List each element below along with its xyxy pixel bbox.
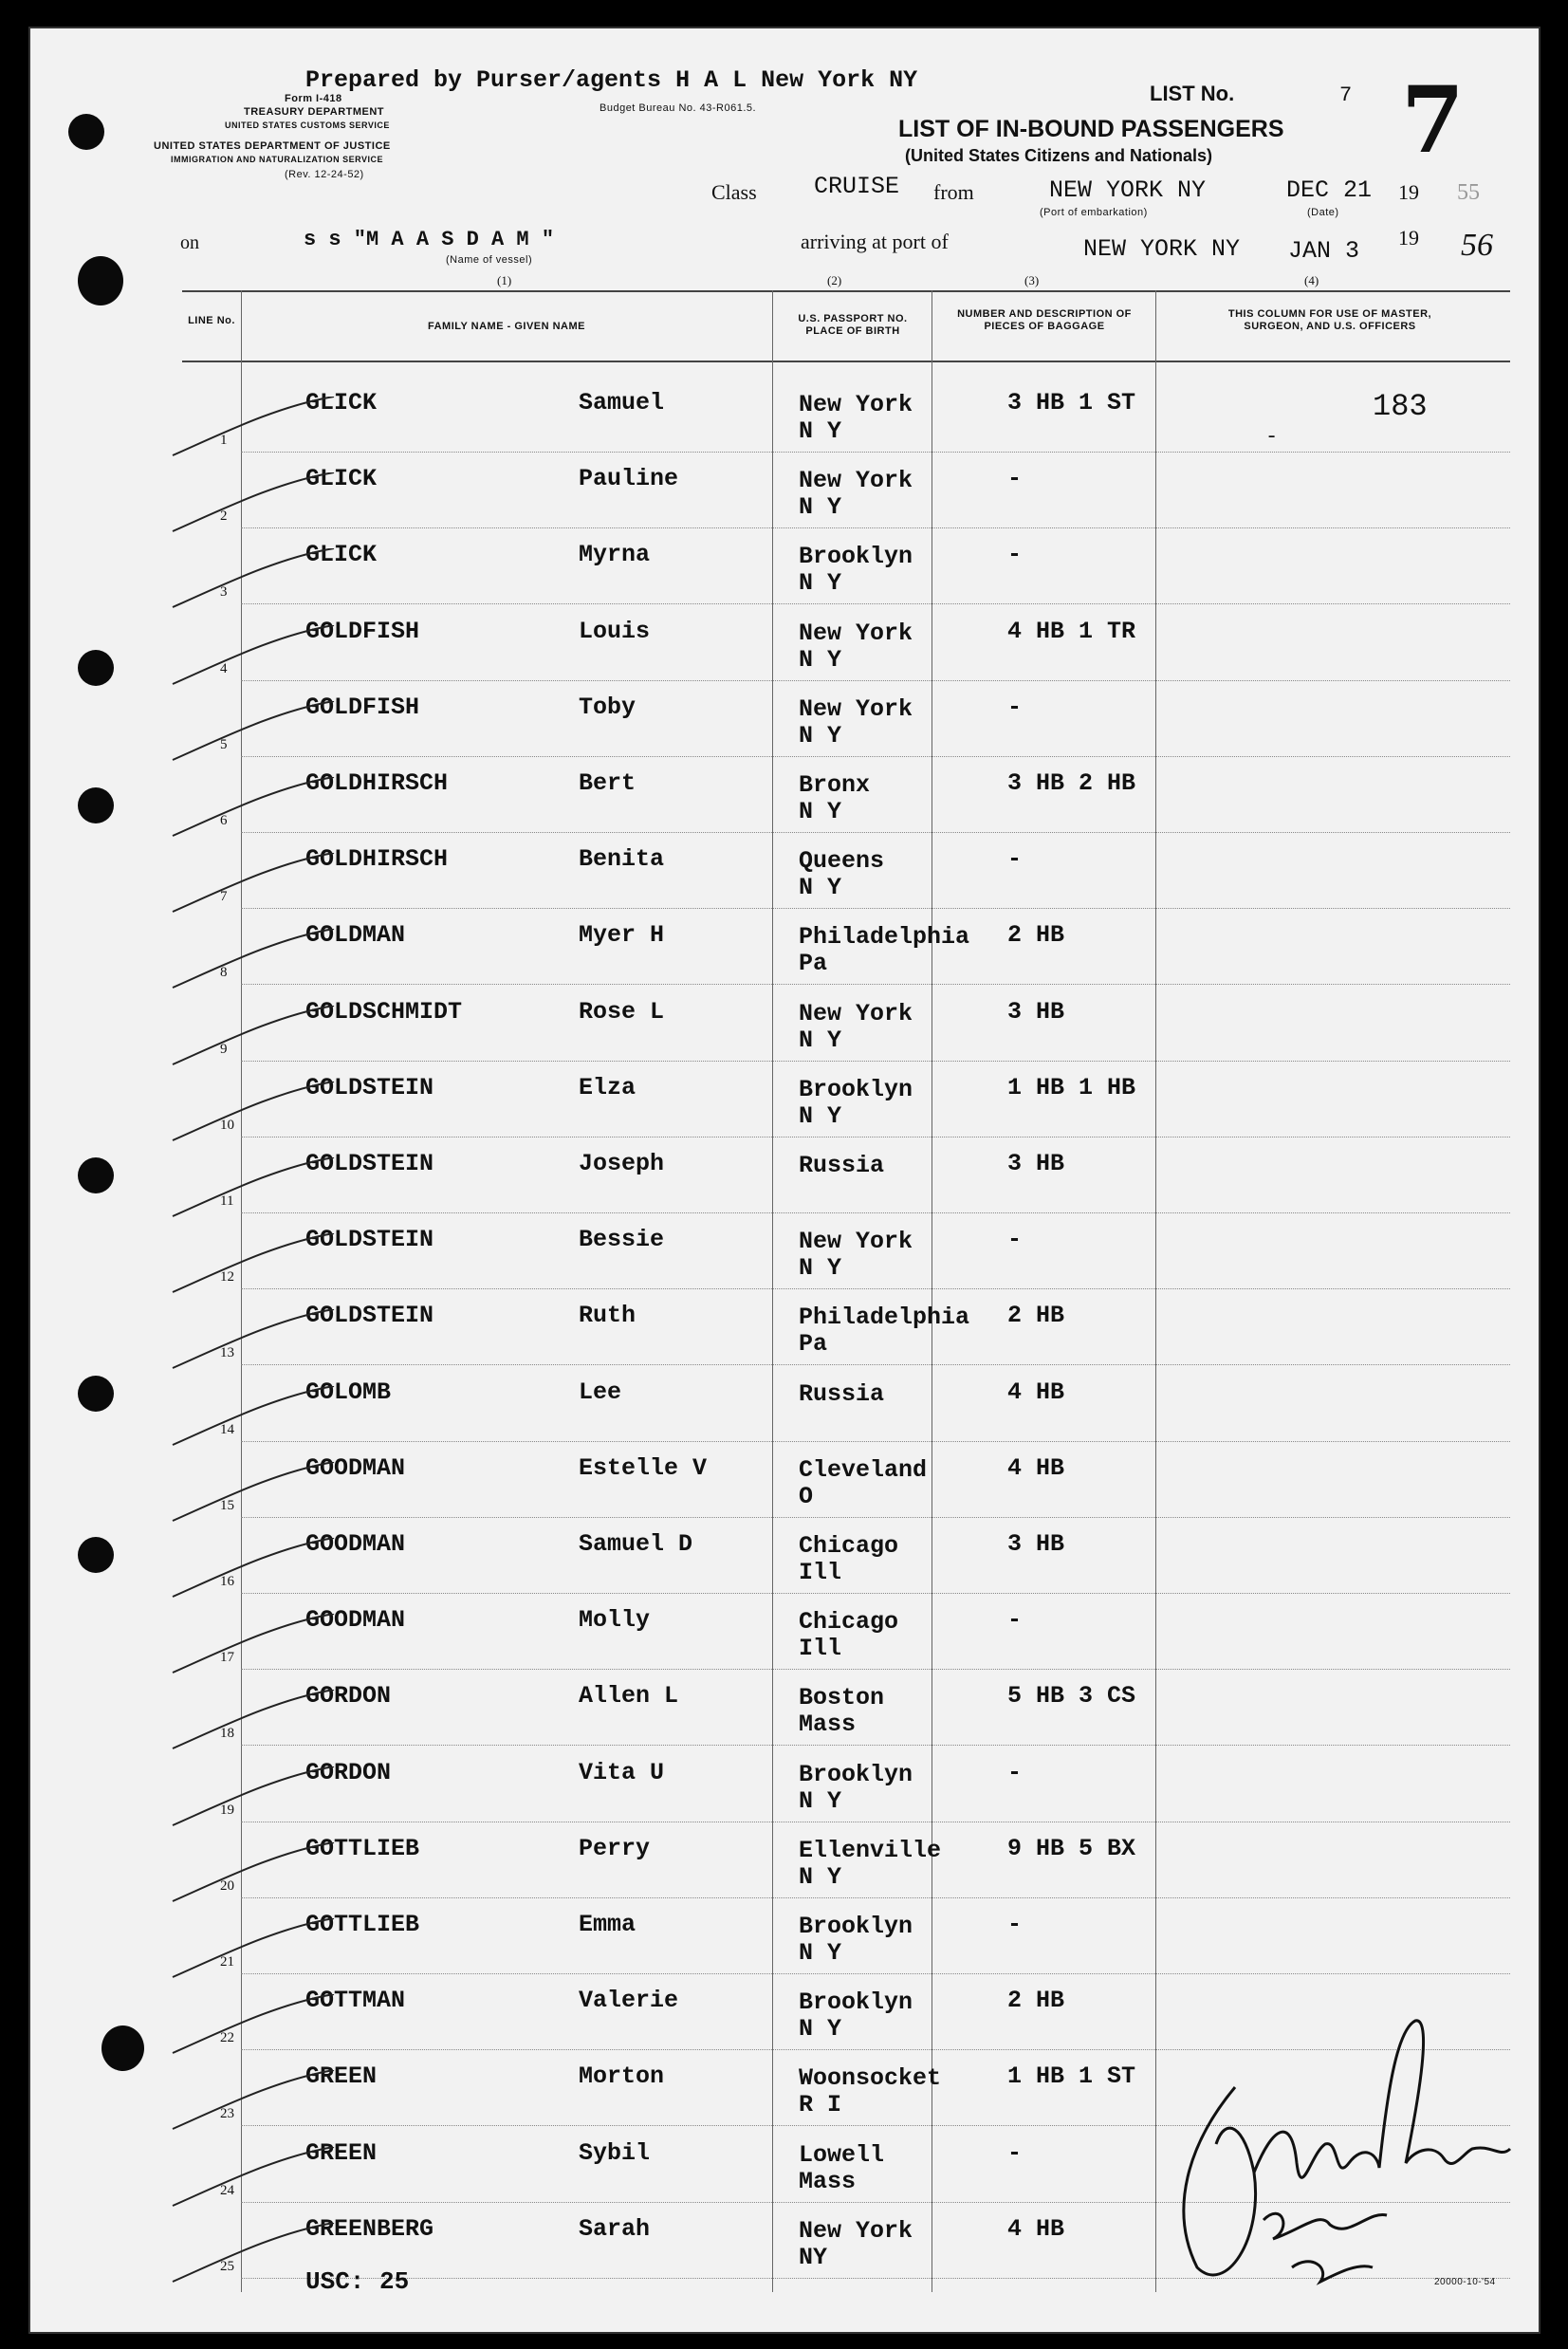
passenger-given-name: Elza <box>579 1073 636 1101</box>
col-head-line-no: LINE No. <box>188 315 235 326</box>
arrival-port: NEW YORK NY <box>1083 235 1241 263</box>
form-subtitle: (United States Citizens and Nationals) <box>905 146 1213 165</box>
passenger-given-name: Valerie <box>579 1987 679 2015</box>
col-num-1: (1) <box>497 273 512 287</box>
table-row <box>30 1290 1539 1366</box>
row-rule <box>241 1593 1510 1594</box>
passenger-surname: GOLDSTEIN <box>305 1226 434 1254</box>
date-caption: (Date) <box>1307 207 1339 218</box>
line-number: 21 <box>220 1954 234 1970</box>
baggage-description: 1 HB 1 ST <box>1007 2062 1136 2091</box>
row-rule <box>241 603 1510 604</box>
row-rule <box>241 1137 1510 1138</box>
table-row <box>30 987 1539 1063</box>
table-row <box>30 606 1539 682</box>
birthplace-city: Brooklyn <box>799 543 913 571</box>
birthplace-state: R I <box>799 2091 842 2119</box>
table-row <box>30 1748 1539 1823</box>
row-rule <box>241 1517 1510 1518</box>
baggage-description: 2 HB <box>1007 921 1065 950</box>
arrival-date: JAN 3 <box>1288 237 1360 265</box>
birthplace-city: New York <box>799 2216 913 2245</box>
birthplace-city: Russia <box>799 1152 885 1179</box>
line-number: 3 <box>220 584 228 601</box>
row-rule <box>241 908 1510 909</box>
line-number: 1 <box>220 433 228 448</box>
baggage-description: - <box>1007 1226 1023 1254</box>
line-number: 14 <box>220 1421 234 1437</box>
baggage-description: - <box>1007 1606 1023 1635</box>
row-rule <box>241 1364 1510 1365</box>
list-no-label: LIST No. <box>1150 82 1235 105</box>
row-rule <box>241 756 1510 757</box>
passenger-given-name: Ruth <box>579 1302 636 1330</box>
birthplace-state: O <box>799 1482 814 1510</box>
birthplace-state: N Y <box>799 1786 842 1815</box>
line-number: 10 <box>220 1117 234 1133</box>
table-row <box>30 1671 1539 1747</box>
birthplace-city: New York <box>799 467 913 495</box>
birthplace-state: N Y <box>799 1101 842 1130</box>
prepared-by: Prepared by Purser/agents H A L New York NY <box>305 66 918 94</box>
baggage-description: 3 HB 1 ST <box>1007 389 1136 416</box>
birthplace-city: New York <box>799 694 913 723</box>
passenger-given-name: Samuel <box>579 389 665 416</box>
agency-justice: UNITED STATES DEPARTMENT OF JUSTICE <box>154 140 391 152</box>
row-rule <box>241 1669 1510 1670</box>
table-row <box>30 1367 1539 1443</box>
departure-year-prefix: 19 <box>1398 180 1419 204</box>
passenger-surname: GOLDSCHMIDT <box>305 997 463 1026</box>
baggage-description: 2 HB <box>1007 1302 1065 1330</box>
passenger-surname: GOLOMB <box>305 1378 392 1406</box>
birthplace-state: N Y <box>799 1862 842 1891</box>
row-rule <box>241 832 1510 833</box>
passenger-surname: GOLDSTEIN <box>305 1073 434 1101</box>
birthplace-city: Chicago <box>799 1608 899 1637</box>
passenger-surname: GOODMAN <box>305 1530 406 1558</box>
passenger-given-name: Louis <box>579 617 651 645</box>
list-no-handwritten: 7 <box>1401 66 1465 174</box>
row-rule <box>241 984 1510 985</box>
passenger-given-name: Benita <box>579 845 665 874</box>
birthplace-city: Philadelphia <box>799 1304 970 1332</box>
birthplace-state: N Y <box>799 645 842 674</box>
birthplace-city: New York <box>799 1228 913 1256</box>
birthplace-city: Brooklyn <box>799 1075 913 1103</box>
baggage-description: - <box>1007 541 1023 569</box>
line-number: 11 <box>220 1193 234 1209</box>
agency-ins: IMMIGRATION AND NATURALIZATION SERVICE <box>171 155 383 164</box>
col-head-name: FAMILY NAME - GIVEN NAME <box>427 321 586 332</box>
birthplace-city: Boston <box>799 1684 885 1712</box>
baggage-description: 3 HB 2 HB <box>1007 769 1136 797</box>
arriving-label: arriving at port of <box>801 230 949 253</box>
baggage-description: 9 HB 5 BX <box>1007 1834 1136 1862</box>
birthplace-state: N Y <box>799 798 842 825</box>
line-number: 17 <box>220 1650 234 1666</box>
table-row <box>30 1214 1539 1290</box>
passenger-given-name: Perry <box>579 1834 651 1862</box>
line-number: 5 <box>220 736 228 752</box>
birthplace-state: N Y <box>799 417 842 445</box>
table-row <box>30 758 1539 834</box>
port-caption: (Port of embarkation) <box>1040 207 1148 218</box>
baggage-description: 2 HB <box>1007 1987 1065 2015</box>
baggage-description: 3 HB <box>1007 1530 1065 1558</box>
punch-hole <box>68 114 104 150</box>
passenger-surname: GOODMAN <box>305 1606 406 1635</box>
birthplace-state: N Y <box>799 721 842 749</box>
birthplace-state: N Y <box>799 1026 842 1054</box>
passenger-given-name: Molly <box>579 1606 651 1635</box>
row-rule <box>241 1745 1510 1746</box>
birthplace-state: NY <box>799 2243 828 2271</box>
row-rule <box>241 452 1510 453</box>
birthplace-city: Chicago <box>799 1532 899 1560</box>
budget-bureau: Budget Bureau No. 43-R061.5. <box>600 102 757 114</box>
manifest-sheet <box>28 27 1540 2334</box>
officer-signature <box>1131 1983 1529 2305</box>
birthplace-state: Pa <box>799 1330 828 1359</box>
line-number: 25 <box>220 2258 234 2274</box>
class-value: CRUISE <box>814 173 900 200</box>
birthplace-state: N Y <box>799 493 842 522</box>
agency-customs: UNITED STATES CUSTOMS SERVICE <box>225 120 390 130</box>
birthplace-city: Brooklyn <box>799 1913 913 1940</box>
passenger-surname: GLICK <box>305 541 378 569</box>
birthplace-state: Ill <box>799 1559 842 1586</box>
birthplace-state: N Y <box>799 874 842 902</box>
birthplace-city: Russia <box>799 1379 885 1408</box>
birthplace-city: New York <box>799 999 913 1027</box>
passenger-given-name: Samuel D <box>579 1530 693 1558</box>
birthplace-state: Mass <box>799 2167 857 2195</box>
baggage-description: - <box>1007 465 1023 493</box>
passenger-given-name: Joseph <box>579 1150 665 1177</box>
passenger-surname: GREEN <box>305 2138 378 2167</box>
birthplace-city: Woonsocket <box>799 2064 942 2093</box>
officer-dash: - <box>1265 425 1279 449</box>
passenger-surname: GOLDFISH <box>305 617 420 645</box>
birthplace-city: Ellenville <box>799 1836 942 1864</box>
col-num-3: (3) <box>1024 273 1040 287</box>
baggage-description: - <box>1007 2138 1023 2167</box>
col-num-4: (4) <box>1304 273 1319 287</box>
passenger-surname: GLICK <box>305 465 378 493</box>
passenger-given-name: Sarah <box>579 2214 651 2243</box>
birthplace-city: Cleveland <box>799 1455 928 1484</box>
line-number: 7 <box>220 889 228 905</box>
passenger-given-name: Bert <box>579 769 636 797</box>
usc-count: USC: 25 <box>305 2267 410 2296</box>
row-rule <box>241 1288 1510 1289</box>
table-row <box>30 1443 1539 1519</box>
table-row <box>30 834 1539 910</box>
baggage-description: 5 HB 3 CS <box>1007 1682 1136 1711</box>
passenger-given-name: Myer H <box>579 921 665 950</box>
passenger-surname: GREEN <box>305 2062 378 2091</box>
col-head-baggage: NUMBER AND DESCRIPTION OF PIECES OF BAGGAGE <box>957 308 1132 332</box>
passenger-given-name: Sybil <box>579 2138 651 2167</box>
passenger-surname: GOLDMAN <box>305 921 406 950</box>
birthplace-city: Brooklyn <box>799 1760 913 1788</box>
passenger-surname: GORDON <box>305 1758 392 1786</box>
baggage-description: 1 HB 1 HB <box>1007 1073 1136 1101</box>
line-number: 13 <box>220 1345 234 1361</box>
passenger-given-name: Estelle V <box>579 1453 708 1482</box>
passenger-given-name: Bessie <box>579 1226 665 1254</box>
line-number: 19 <box>220 1802 234 1818</box>
form-title: LIST OF IN-BOUND PASSENGERS <box>898 116 1284 142</box>
row-rule <box>241 1973 1510 1974</box>
table-row <box>30 1595 1539 1671</box>
passenger-surname: GREENBERG <box>305 2214 434 2243</box>
birthplace-city: Bronx <box>799 771 871 799</box>
departure-date: DEC 21 <box>1286 176 1373 204</box>
table-row <box>30 1519 1539 1595</box>
col-head-passport: U.S. PASSPORT NO. PLACE OF BIRTH <box>798 313 908 337</box>
from-label: from <box>933 180 974 204</box>
table-row <box>30 910 1539 986</box>
row-rule <box>241 1897 1510 1898</box>
birthplace-state: Mass <box>799 1711 857 1739</box>
baggage-description: - <box>1007 693 1023 721</box>
row-rule <box>241 1212 1510 1213</box>
passenger-surname: GOLDHIRSCH <box>305 845 449 874</box>
arrival-year-prefix: 19 <box>1398 226 1419 250</box>
birthplace-city: Lowell <box>799 2140 885 2169</box>
agency-treasury: TREASURY DEPARTMENT <box>244 106 385 118</box>
table-row <box>30 682 1539 758</box>
birthplace-state: N Y <box>799 1939 842 1967</box>
table-row <box>30 378 1539 453</box>
passenger-surname: GOTTLIEB <box>305 1834 420 1862</box>
baggage-description: 3 HB <box>1007 1150 1065 1177</box>
form-number: Form I-418 <box>285 93 342 104</box>
row-rule <box>241 1061 1510 1062</box>
line-number: 24 <box>220 2182 234 2198</box>
row-rule <box>241 527 1510 528</box>
on-label: on <box>180 232 199 253</box>
birthplace-state: N Y <box>799 569 842 598</box>
col-head-officers: THIS COLUMN FOR USE OF MASTER, SURGEON, AND U.S. OFFICERS <box>1227 308 1432 332</box>
passenger-given-name: Rose L <box>579 997 665 1026</box>
baggage-description: - <box>1007 1758 1023 1786</box>
line-number: 18 <box>220 1726 234 1742</box>
birthplace-city: New York <box>799 391 913 418</box>
baggage-description: 4 HB 1 TR <box>1007 617 1136 645</box>
passenger-surname: GOLDSTEIN <box>305 1150 434 1177</box>
line-number: 16 <box>220 1574 234 1589</box>
departure-year-suffix: 55 <box>1457 180 1480 205</box>
passenger-surname: GOLDSTEIN <box>305 1302 434 1330</box>
birthplace-city: New York <box>799 619 913 647</box>
baggage-description: 3 HB <box>1007 997 1065 1026</box>
vessel-caption: (Name of vessel) <box>446 254 533 266</box>
passenger-surname: GOODMAN <box>305 1453 406 1482</box>
line-number: 2 <box>220 509 228 525</box>
passenger-given-name: Toby <box>579 693 636 721</box>
birthplace-city: Brooklyn <box>799 1988 913 2017</box>
line-number: 22 <box>220 2030 234 2046</box>
revision: (Rev. 12-24-52) <box>285 169 364 180</box>
baggage-description: - <box>1007 845 1023 874</box>
passenger-surname: GOTTLIEB <box>305 1911 420 1938</box>
print-code: 20000-10-'54 <box>1434 2277 1496 2287</box>
baggage-description: - <box>1007 1911 1023 1938</box>
baggage-description: 4 HB <box>1007 1378 1065 1406</box>
passenger-surname: GOLDFISH <box>305 693 420 721</box>
table-row <box>30 1899 1539 1975</box>
birthplace-state: Ill <box>799 1635 842 1663</box>
header-divider <box>182 361 1510 362</box>
from-port: NEW YORK NY <box>1049 176 1207 204</box>
line-number: 4 <box>220 660 228 676</box>
line-number: 6 <box>220 813 228 828</box>
birthplace-state: Pa <box>799 950 828 978</box>
passenger-surname: GOLDHIRSCH <box>305 769 449 797</box>
passenger-surname: GLICK <box>305 389 378 416</box>
table-row <box>30 1138 1539 1214</box>
passenger-given-name: Morton <box>579 2062 665 2091</box>
arrival-year-suffix: 56 <box>1461 228 1493 263</box>
line-number: 20 <box>220 1877 234 1894</box>
row-rule <box>241 680 1510 681</box>
passenger-given-name: Emma <box>579 1911 636 1938</box>
passenger-given-name: Pauline <box>579 465 679 493</box>
col-num-2: (2) <box>827 273 842 287</box>
list-no-value: 7 <box>1339 83 1353 107</box>
passenger-given-name: Lee <box>579 1378 622 1406</box>
table-row <box>30 529 1539 605</box>
baggage-description: 4 HB <box>1007 1453 1065 1482</box>
line-number: 23 <box>220 2106 234 2122</box>
line-number: 8 <box>220 965 228 981</box>
line-number: 12 <box>220 1269 234 1285</box>
birthplace-city: Philadelphia <box>799 923 970 952</box>
table-row <box>30 1823 1539 1899</box>
baggage-description: 4 HB <box>1007 2214 1065 2243</box>
line-number: 15 <box>220 1497 234 1513</box>
birthplace-city: Queens <box>799 847 885 876</box>
birthplace-state: N Y <box>799 2015 842 2044</box>
line-number: 9 <box>220 1041 228 1057</box>
row-rule <box>241 1441 1510 1442</box>
class-label: Class <box>711 180 757 204</box>
passenger-given-name: Myrna <box>579 541 651 569</box>
officer-number: 183 <box>1373 389 1428 424</box>
table-row <box>30 453 1539 529</box>
passenger-given-name: Allen L <box>579 1682 679 1711</box>
passenger-surname: GOTTMAN <box>305 1987 406 2015</box>
passenger-given-name: Vita U <box>579 1758 665 1786</box>
vessel-name: s s "M A A S D A M " <box>304 228 555 251</box>
table-row <box>30 1063 1539 1138</box>
punch-hole <box>78 256 123 305</box>
birthplace-state: N Y <box>799 1254 842 1283</box>
passenger-surname: GORDON <box>305 1682 392 1711</box>
